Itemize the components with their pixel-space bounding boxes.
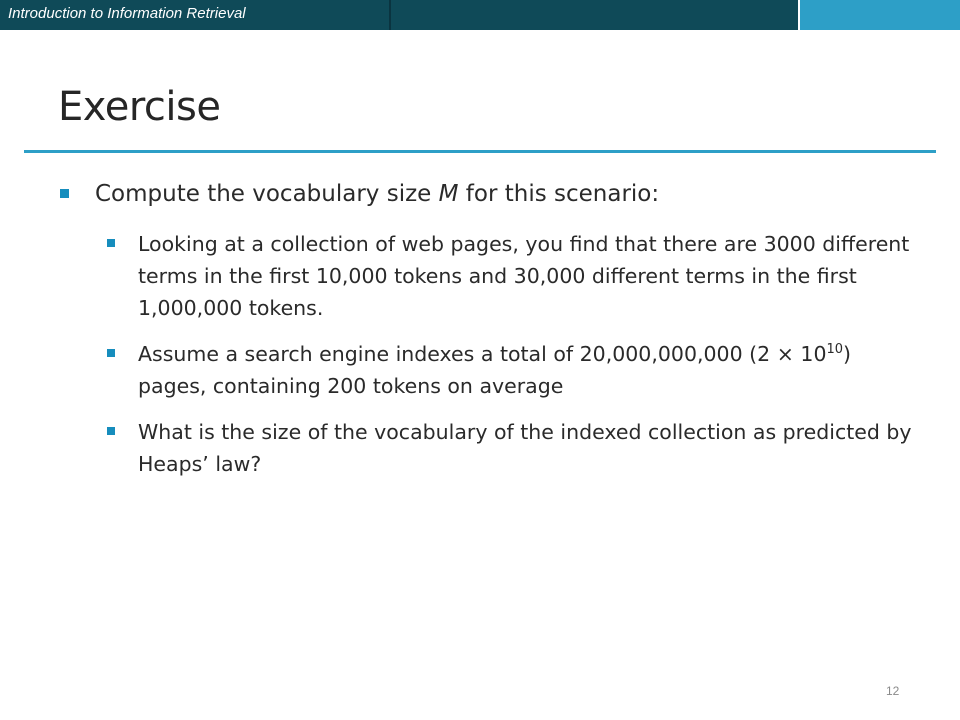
square-bullet-icon: [107, 239, 115, 247]
main-bullet: [60, 176, 920, 212]
header-bar-light-segment: [800, 0, 960, 30]
sub-bullet-text: What is the size of the vocabulary of the indexed collection as predicted by Heaps’ law?: [138, 420, 912, 476]
sub-bullet-text: Looking at a collection of web pages, you find that there are 3000 different terms in the first 10,000 tokens and 30,000 different terms in the first 1,000,000 tokens.: [138, 232, 910, 320]
page-number: 12: [886, 684, 900, 698]
main-bullet-suffix: for this scenario:: [458, 181, 660, 207]
header-bar-divider: [389, 0, 391, 30]
slide-content: [60, 176, 920, 494]
main-bullet-prefix: Compute the vocabulary size: [95, 181, 439, 207]
sub-bullet-superscript: 10: [826, 342, 844, 358]
sub-bullet-text-after: ) pages, containing 200 tokens on average: [138, 342, 852, 398]
title-underline: [24, 150, 936, 153]
main-bullet-variable: M: [438, 181, 459, 207]
course-title: Introduction to Information Retrieval: [8, 5, 246, 22]
square-bullet-icon: [60, 189, 69, 198]
sub-bullet-collection: [60, 228, 920, 324]
square-bullet-icon: [107, 427, 115, 435]
slide-title: Exercise: [58, 84, 221, 130]
header-bar: [0, 0, 960, 30]
square-bullet-icon: [107, 349, 115, 357]
sub-bullet-question: [60, 416, 920, 480]
sub-bullet-text-before: Assume a search engine indexes a total of 20,000,000,000 (2 × 10: [138, 342, 827, 366]
sub-bullet-search-engine: [60, 338, 920, 402]
sub-bullet-list: [60, 228, 920, 480]
